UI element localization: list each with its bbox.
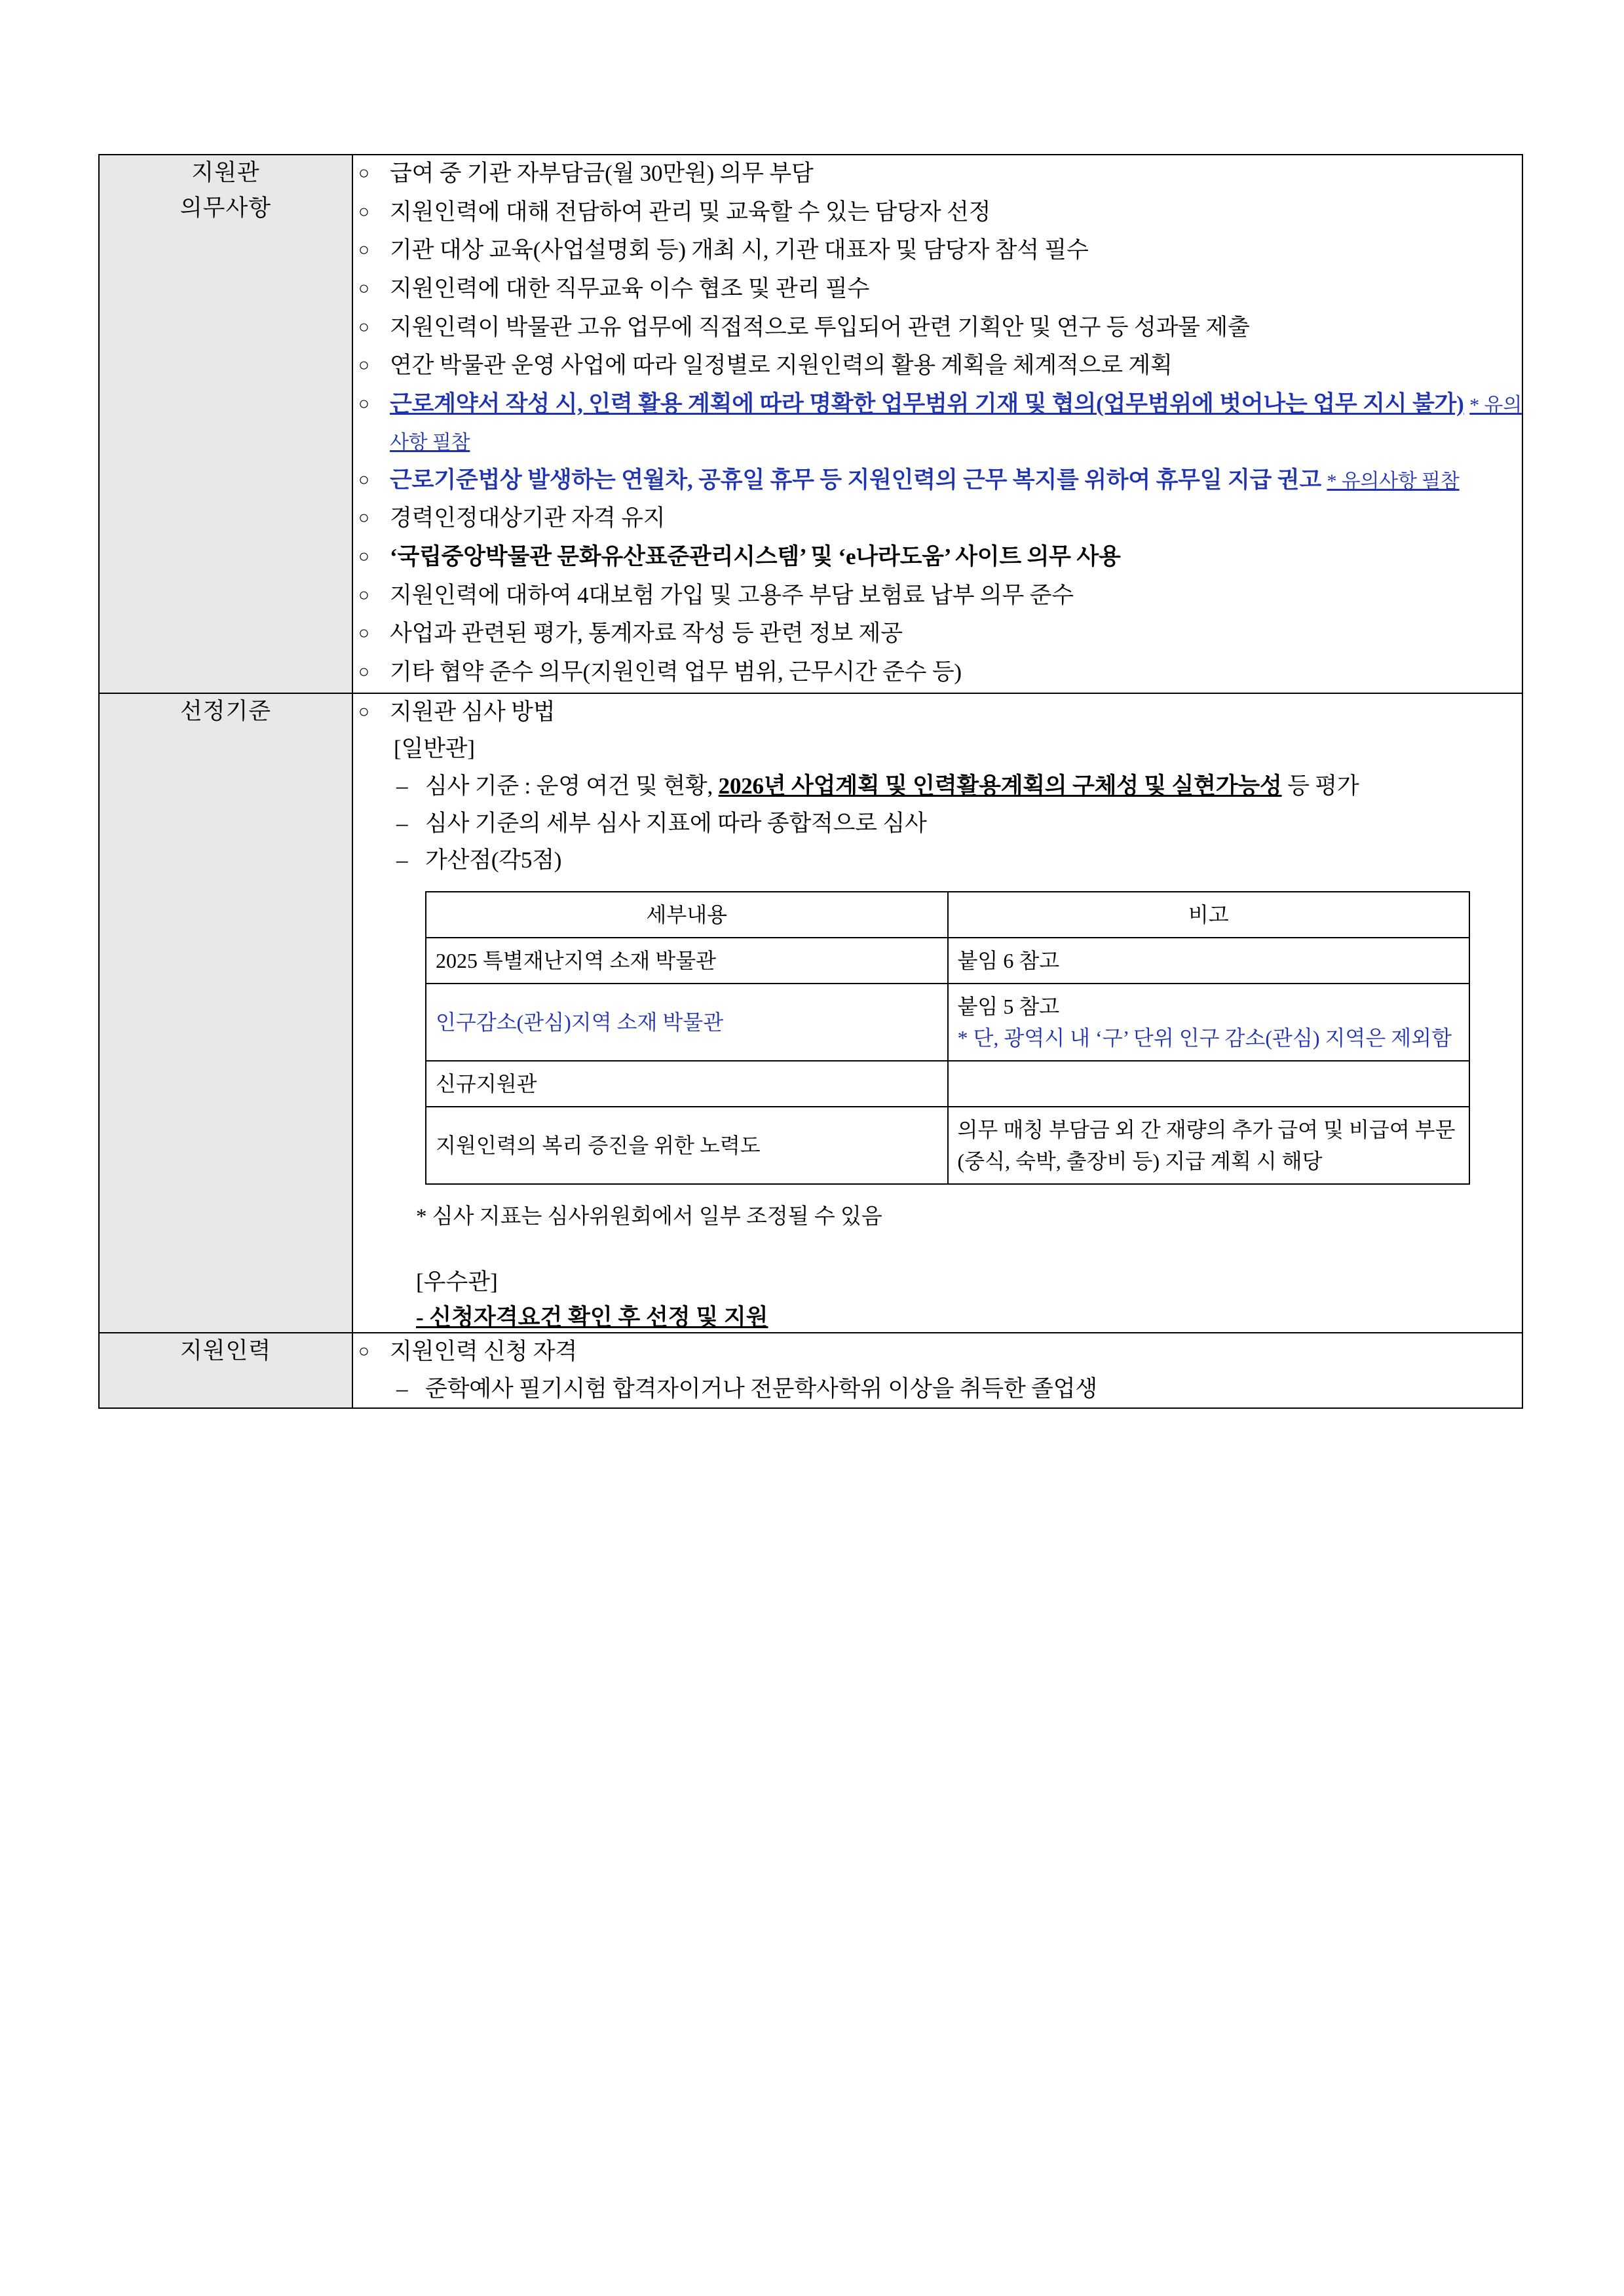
table-row (426, 1107, 1469, 1184)
bonus-table-header-detail: 세부내용 (426, 892, 948, 938)
bonus-remark-cell (948, 1061, 1470, 1107)
list-item-note: * 유의사항 필참 (390, 394, 1522, 453)
list-item (353, 347, 1522, 385)
selection-heading: ○ 지원관 심사 방법 (353, 694, 1522, 731)
criteria-item-1-emphasis: 2026년 사업계획 및 인력활용계획의 구체성 및 실현가능성 (718, 773, 1282, 799)
list-item-text: 기타 협약 준수 의무(지원인력 업무 범위, 근무시간 준수 등) (390, 659, 962, 685)
row-label-line-2: 의무사항 (179, 195, 272, 221)
obligations-list (353, 155, 1522, 691)
list-item (353, 386, 1522, 460)
list-item (353, 309, 1522, 347)
table-row (426, 1061, 1469, 1107)
list-item (353, 615, 1522, 653)
list-item-text-highlighted: 근로계약서 작성 시, 인력 활용 계획에 따라 명확한 업무범위 기재 및 협의(업무범위에 벗어나는 업무 지시 불가) (390, 391, 1464, 417)
row-label-support-staff (99, 1333, 352, 1408)
bonus-table-header-row (426, 892, 1469, 938)
group-excellent-label: [우수관] (416, 1269, 498, 1295)
criteria-item-2-text: 심사 기준의 세부 심사 지표에 따라 종합적으로 심사 (425, 810, 927, 836)
list-item-text: ‘국립중앙박물관 문화유산표준관리시스템’ 및 ‘e나라도움’ 사이트 의무 사용 (390, 543, 1121, 569)
excellent-criteria-line: - 신청자격요건 확인 후 선정 및 지원 (416, 1305, 768, 1331)
bonus-detail-cell: 지원인력의 복리 증진을 위한 노력도 (426, 1107, 948, 1184)
table-row (426, 938, 1469, 984)
row-content-selection-criteria (352, 693, 1522, 1333)
row-content-support-staff (352, 1333, 1522, 1408)
list-item-text: 지원인력에 대하여 4대보험 가입 및 고용주 부담 보험료 납부 의무 준수 (390, 582, 1074, 608)
bonus-remark-cell: 붙임 6 참고 (948, 938, 1470, 984)
table-row-selection-criteria (99, 693, 1522, 1333)
criteria-item-3-text: 가산점(각5점) (425, 847, 562, 873)
spacer (353, 1230, 1522, 1264)
main-table (98, 154, 1523, 1409)
row-label-obligations (99, 155, 352, 693)
criteria-item-2 (353, 805, 1522, 843)
table-row (426, 984, 1469, 1061)
list-item (353, 232, 1522, 269)
list-item (353, 271, 1522, 308)
criteria-item-1-post: 등 평가 (1281, 773, 1359, 799)
list-item (353, 462, 1522, 499)
list-item (353, 155, 1522, 193)
bonus-remark-line-2: * 단, 광역시 내 ‘구’ 단위 인구 감소(관심) 지역은 제외함 (957, 1026, 1452, 1050)
criteria-item-1 (353, 768, 1522, 805)
list-item-text: 사업과 관련된 평가, 통계자료 작성 등 관련 정보 제공 (390, 621, 903, 647)
list-item-text: 경력인정대상기관 자격 유지 (390, 505, 666, 531)
group-general-label: [일반관] (394, 736, 475, 762)
list-item-text: 지원인력이 박물관 고유 업무에 직접적으로 투입되어 관련 기획안 및 연구 등 성과물 제출 (390, 314, 1250, 340)
row-content-obligations (352, 155, 1522, 693)
table-row-obligations (99, 155, 1522, 693)
support-staff-qualification: – 준학예사 필기시험 합격자이거나 전문학사학위 이상을 취득한 졸업생 (353, 1371, 1522, 1408)
list-item-note: * 유의사항 필참 (1327, 470, 1460, 492)
criteria-item-1-pre: 심사 기준 : 운영 여건 및 현황, (425, 773, 719, 799)
row-label-line-1: 선정기준 (179, 698, 272, 724)
list-item-text: 지원인력에 대해 전담하여 관리 및 교육할 수 있는 담당자 선정 (390, 199, 991, 225)
bonus-detail-cell: 신규지원관 (426, 1061, 948, 1107)
list-item-text: 지원인력에 대한 직무교육 이수 협조 및 관리 필수 (390, 276, 870, 302)
list-item (353, 194, 1522, 231)
bonus-detail-cell: 인구감소(관심)지역 소재 박물관 (426, 984, 948, 1061)
list-item-text: 연간 박물관 운영 사업에 따라 일정별로 지원인력의 활용 계획을 체계적으로 계획 (390, 353, 1173, 379)
criteria-item-3 (353, 842, 1522, 879)
list-item-text: 급여 중 기관 자부담금(월 30만원) 의무 부담 (390, 161, 814, 186)
list-item (353, 539, 1522, 576)
bonus-remark-line-1: 붙임 5 참고 (957, 995, 1060, 1019)
bonus-remark-cell (948, 984, 1470, 1061)
row-label-selection-criteria (99, 693, 352, 1333)
list-item (353, 654, 1522, 691)
support-staff-heading: ○ 지원인력 신청 자격 (353, 1333, 1522, 1371)
bonus-detail-cell: 2025 특별재난지역 소재 박물관 (426, 938, 948, 984)
list-item (353, 500, 1522, 537)
list-item-text: 기관 대상 교육(사업설명회 등) 개최 시, 기관 대표자 및 담당자 참석 필수 (390, 237, 1089, 263)
row-label-line-1: 지원관 (191, 160, 260, 185)
table-row-support-staff (99, 1333, 1522, 1408)
bonus-points-table (425, 891, 1470, 1185)
row-label-line-1: 지원인력 (179, 1338, 272, 1364)
selection-note: * 심사 지표는 심사위원회에서 일부 조정될 수 있음 (416, 1205, 882, 1229)
list-item (353, 577, 1522, 615)
bonus-remark-cell: 의무 매칭 부담금 외 간 재량의 추가 급여 및 비급여 부문(중식, 숙박, 출장비 등) 지급 계획 시 해당 (948, 1107, 1470, 1184)
bonus-table-header-remark: 비고 (948, 892, 1470, 938)
list-item-text-highlighted: 근로기준법상 발생하는 연월차, 공휴일 휴무 등 지원인력의 근무 복지를 위하여 휴무일 지급 권고 (390, 467, 1321, 493)
